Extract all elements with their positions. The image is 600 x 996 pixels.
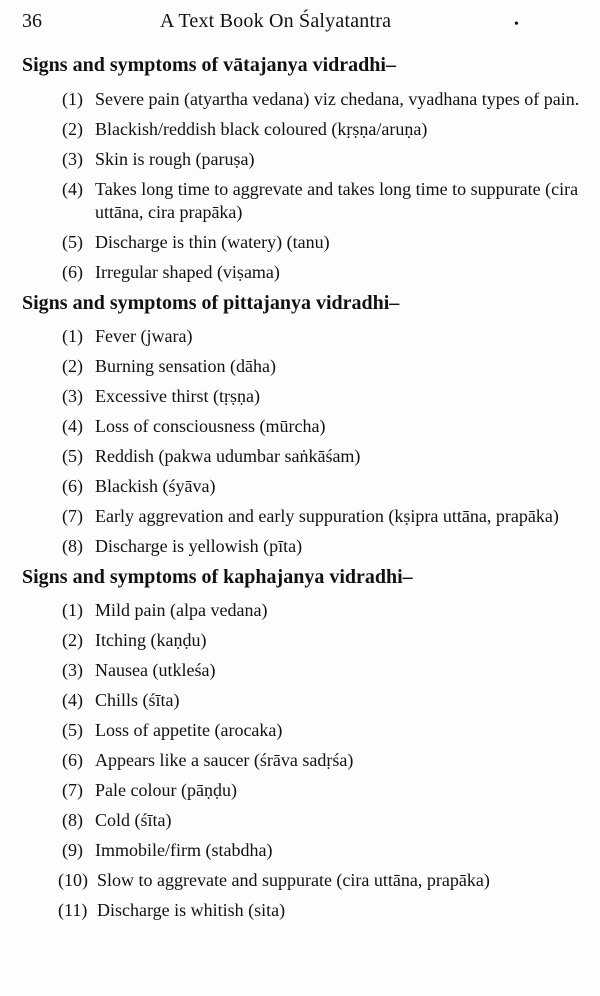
- section-kaphajanya: [0, 564, 600, 922]
- symptom-list: [0, 88, 600, 284]
- stray-dot: •: [514, 17, 519, 32]
- item-number: (8): [62, 536, 83, 556]
- list-item: [0, 839, 600, 862]
- list-item: [0, 148, 600, 171]
- item-text: Excessive thirst (tṛṣṇa): [95, 386, 260, 406]
- item-text: Severe pain (atyartha vedana) viz chedana, vyadhana types of pain.: [95, 89, 580, 109]
- item-number: (3): [62, 386, 83, 406]
- item-text: Pale colour (pāṇḍu): [95, 780, 237, 800]
- list-item: [0, 178, 600, 224]
- list-item: [0, 505, 600, 528]
- page-content: [0, 52, 600, 922]
- section-vatajanya: [0, 52, 600, 284]
- item-number: (10): [58, 870, 88, 890]
- item-number: (7): [62, 506, 83, 526]
- section-pittajanya: [0, 290, 600, 558]
- item-text: Blackish (śyāva): [95, 476, 216, 496]
- item-text: Blackish/reddish black coloured (kṛṣṇa/aruṇa): [95, 119, 428, 139]
- item-text: Mild pain (alpa vedana): [95, 600, 268, 620]
- item-text: Cold (śīta): [95, 810, 172, 830]
- section-heading: Signs and symptoms of pittajanya vidradhi–: [22, 292, 400, 314]
- item-number: (2): [62, 356, 83, 376]
- list-item: [0, 475, 600, 498]
- list-item: [0, 869, 600, 892]
- list-item: [0, 118, 600, 141]
- item-text: Early aggrevation and early suppuration (kṣipra uttāna, prapāka): [95, 506, 559, 526]
- item-text: Immobile/firm (stabdha): [95, 840, 273, 860]
- list-item: [0, 325, 600, 348]
- item-text: Nausea (utkleśa): [95, 660, 216, 680]
- list-item: [0, 719, 600, 742]
- section-heading: Signs and symptoms of vātajanya vidradhi–: [22, 54, 396, 76]
- item-number: (3): [62, 660, 83, 680]
- item-number: (1): [62, 600, 83, 620]
- list-item: [0, 88, 600, 111]
- symptom-list: [0, 325, 600, 558]
- symptom-list: [0, 599, 600, 922]
- list-item: [0, 899, 600, 922]
- list-item: [0, 261, 600, 284]
- item-number: (5): [62, 232, 83, 252]
- item-number: (6): [62, 750, 83, 770]
- list-item: [0, 599, 600, 622]
- item-number: (6): [62, 262, 83, 282]
- item-text: Takes long time to aggrevate and takes long time to suppurate (cira uttāna, cira prapāka): [95, 179, 579, 222]
- item-number: (4): [62, 179, 83, 199]
- item-number: (9): [62, 840, 83, 860]
- item-number: (2): [62, 630, 83, 650]
- item-text: Chills (śīta): [95, 690, 180, 710]
- item-number: (5): [62, 720, 83, 740]
- item-text: Burning sensation (dāha): [95, 356, 276, 376]
- item-text: Skin is rough (paruṣa): [95, 149, 255, 169]
- item-text: Discharge is yellowish (pīta): [95, 536, 303, 556]
- item-number: (1): [62, 326, 83, 346]
- list-item: [0, 779, 600, 802]
- item-text: Appears like a saucer (śrāva sadṛśa): [95, 750, 354, 770]
- item-number: (11): [58, 900, 88, 920]
- item-text: Loss of appetite (arocaka): [95, 720, 283, 740]
- list-item: [0, 445, 600, 468]
- item-text: Itching (kaṇḍu): [95, 630, 207, 650]
- list-item: [0, 749, 600, 772]
- item-number: (4): [62, 416, 83, 436]
- list-item: [0, 689, 600, 712]
- item-text: Discharge is thin (watery) (tanu): [95, 232, 330, 252]
- item-number: (1): [62, 89, 83, 109]
- list-item: [0, 809, 600, 832]
- list-item: [0, 231, 600, 254]
- list-item: [0, 629, 600, 652]
- item-text: Reddish (pakwa udumbar saṅkāśam): [95, 446, 361, 466]
- item-number: (3): [62, 149, 83, 169]
- item-number: (6): [62, 476, 83, 496]
- item-text: Slow to aggrevate and suppurate (cira uttāna, prapāka): [97, 870, 490, 890]
- list-item: [0, 385, 600, 408]
- list-item: [0, 659, 600, 682]
- item-text: Fever (jwara): [95, 326, 193, 346]
- item-number: (7): [62, 780, 83, 800]
- item-number: (4): [62, 690, 83, 710]
- item-text: Loss of consciousness (mūrcha): [95, 416, 326, 436]
- page-number: 36: [22, 10, 42, 32]
- item-text: Irregular shaped (viṣama): [95, 262, 280, 282]
- item-number: (8): [62, 810, 83, 830]
- running-title: A Text Book On Śalyatantra: [160, 10, 392, 32]
- page-header: [0, 10, 600, 38]
- list-item: [0, 355, 600, 378]
- list-item: [0, 415, 600, 438]
- item-text: Discharge is whitish (sita): [97, 900, 286, 920]
- section-heading: Signs and symptoms of kaphajanya vidradhi–: [22, 566, 413, 588]
- item-number: (2): [62, 119, 83, 139]
- list-item: [0, 535, 600, 558]
- item-number: (5): [62, 446, 83, 466]
